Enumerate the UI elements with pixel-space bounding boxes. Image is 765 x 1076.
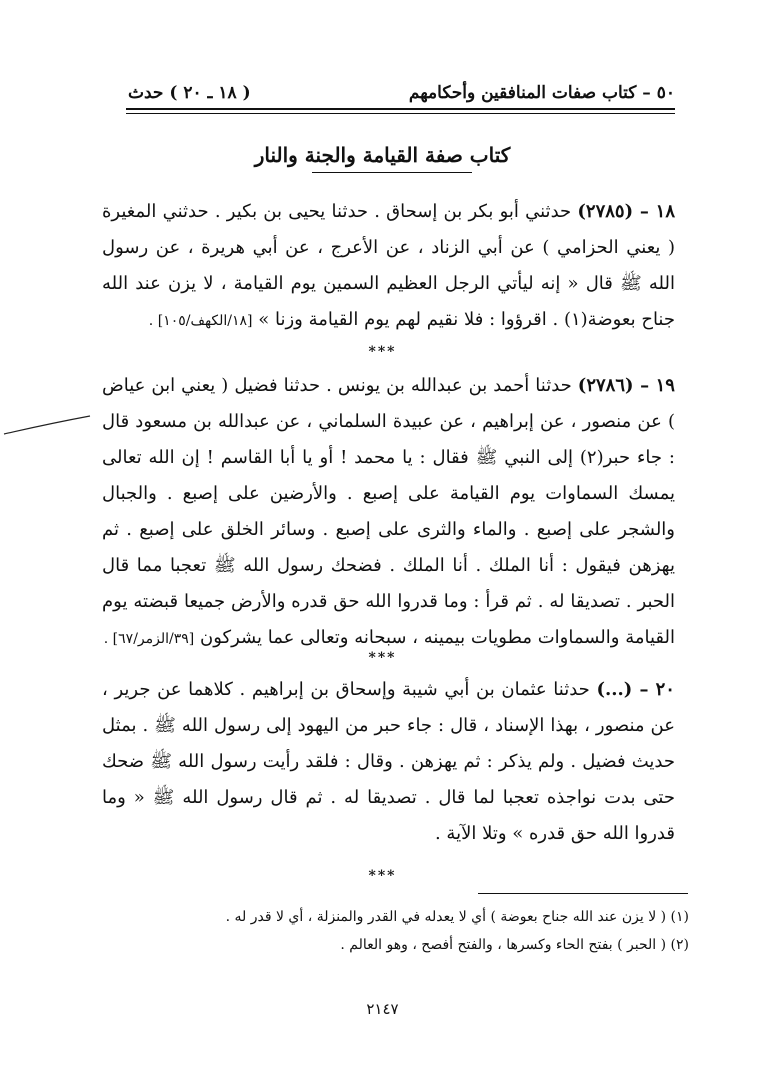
hadith-number: ١٨ – (٢٧٨٥) <box>577 201 675 222</box>
hadith-text: حدثنا أحمد بن عبدالله بن يونس . حدثنا فضيل ( يعني ابن عياض ) عن منصور ، عن إبراهيم ، عن عبيدة السلماني ، عن عبدالله بن مسعود قال : جاء حبر(٢) إلى النبي ﷺ فقال : يا محمد ! أو يا أبا القاسم ! إن الله تعالى يمسك السماوات يوم القيامة على إصبع . والأرضين على إصبع . والجبال والشجر على إصبع . والماء والثرى على إصبع . وسائر الخلق على إصبع . ثم يهزهن فيقول : أنا الملك . أنا الملك . فضحك رسول الله ﷺ تعجبا مما قال الحبر . تصديقا له . ثم قرأ : وما قدروا الله حق قدره والأرض جميعا قبضته يوم القيامة والسماوات مطويات بيمينه ، سبحانه وتعالى عما يشركون <box>102 375 675 648</box>
separator: *** <box>368 650 397 666</box>
hadith-number: ١٩ – (٢٧٨٦) <box>577 375 675 396</box>
running-header <box>128 78 675 108</box>
separator: *** <box>368 344 397 360</box>
hadith-range: ( ١٨ ـ ٢٠ ) حدث <box>128 83 251 103</box>
hadith-number: ٢٠ – (...) <box>596 679 675 700</box>
book-title: كتاب صفة القيامة والجنة والنار <box>254 143 511 167</box>
page-and-book-title: ٥٠ – كتاب صفات المنافقين وأحكامهم <box>408 83 675 103</box>
header-rule <box>126 108 675 114</box>
quran-reference: [١٨/الكهف/١٠٥] . <box>148 313 253 329</box>
hadith-text: حدثنا عثمان بن أبي شيبة وإسحاق بن إبراهيم . كلاهما عن جرير ، عن منصور ، بهذا الإسناد ، قال : جاء حبر من اليهود إلى رسول الله ﷺ . بمثل حديث فضيل . ولم يذكر : ثم يهزهن . وقال : فلقد رأيت رسول الله ﷺ ضحك حتى بدت نواجذه تعجبا لما قال . تصديقا له . ثم قال رسول الله ﷺ « وما قدروا الله حق قدره » وتلا الآية . <box>102 679 675 844</box>
hadith-text: حدثني أبو بكر بن إسحاق . حدثنا يحيى بن بكير . حدثني المغيرة ( يعني الحزامي ) عن أبي الزناد ، عن الأعرج ، عن أبي هريرة ، عن رسول الله ﷺ قال « إنه ليأتي الرجل العظيم السمين يوم القيامة ، لا يزن عند الله جناح بعوضة(١) . اقرؤوا : فلا نقيم لهم يوم القيامة وزنا » <box>102 201 675 330</box>
hadith-18 <box>102 194 675 339</box>
page-number: ٢١٤٧ <box>366 1000 399 1018</box>
footnote-1: (١) ( لا يزن عند الله جناح بعوضة ) أي لا يعدله في القدر والمنزلة ، أي لا قدر له . <box>225 909 689 925</box>
footnote-rule <box>478 893 688 894</box>
book-title-underline <box>312 172 472 173</box>
hadith-20 <box>102 672 675 852</box>
hadith-19 <box>102 368 675 657</box>
footnote-2: (٢) ( الحبر ) بفتح الحاء وكسرها ، والفتح أفصح ، وهو العالم . <box>340 937 689 953</box>
quran-reference: [٣٩/الزمر/٦٧] . <box>103 631 195 647</box>
separator: *** <box>368 868 397 884</box>
footnotes <box>190 903 689 959</box>
margin-pen-mark <box>2 412 92 442</box>
